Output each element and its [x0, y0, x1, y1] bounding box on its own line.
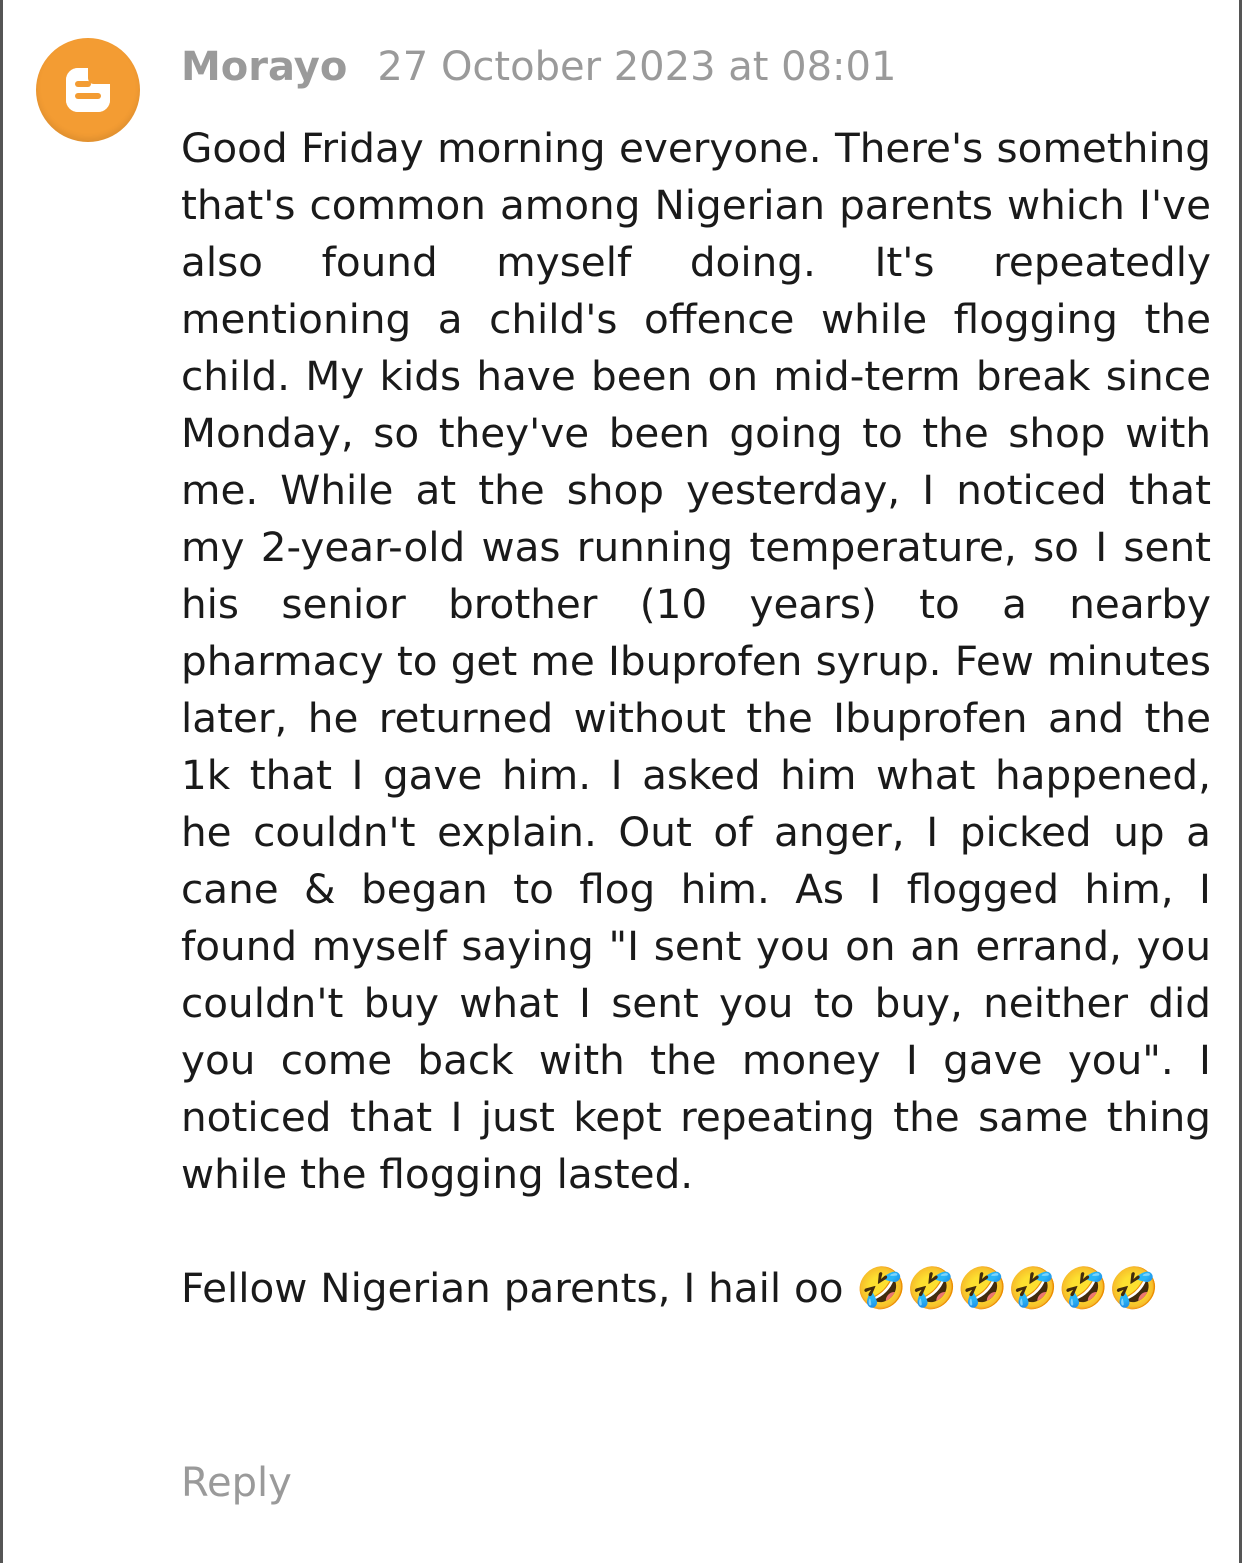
comment-header	[181, 40, 896, 94]
author-name[interactable]: Morayo	[181, 44, 348, 90]
paragraph-gap	[181, 1203, 1211, 1260]
comment-paragraph: Good Friday morning everyone. There's something that's common among Nigerian parents which I've also found myself doing. It's repeatedly mentioning a child's offence while flogging the child. My kids have been on mid-term break since Monday, so they've been going to the shop with me. While at the shop yesterday, I noticed that my 2-year-old was running temperature, so I sent his senior brother (10 years) to a nearby pharmacy to get me Ibuprofen syrup. Few minutes later, he returned without the Ibuprofen and the 1k that I gave him. I asked him what happened, he couldn't explain. Out of anger, I picked up a cane & began to flog him. As I flogged him, I found myself saying "I sent you on an errand, you couldn't buy what I sent you to buy, neither did you come back with the money I gave you". I noticed that I just kept repeating the same thing while the flogging lasted.	[181, 124, 1211, 1198]
comment-timestamp[interactable]: 27 October 2023 at 08:01	[377, 44, 897, 90]
comment-paragraph: Fellow Nigerian parents, I hail oo 🤣🤣🤣🤣🤣🤣	[181, 1264, 1159, 1312]
reply-link[interactable]: Reply	[181, 1460, 292, 1506]
comment-body	[181, 120, 1211, 1317]
blogger-icon	[36, 38, 140, 142]
